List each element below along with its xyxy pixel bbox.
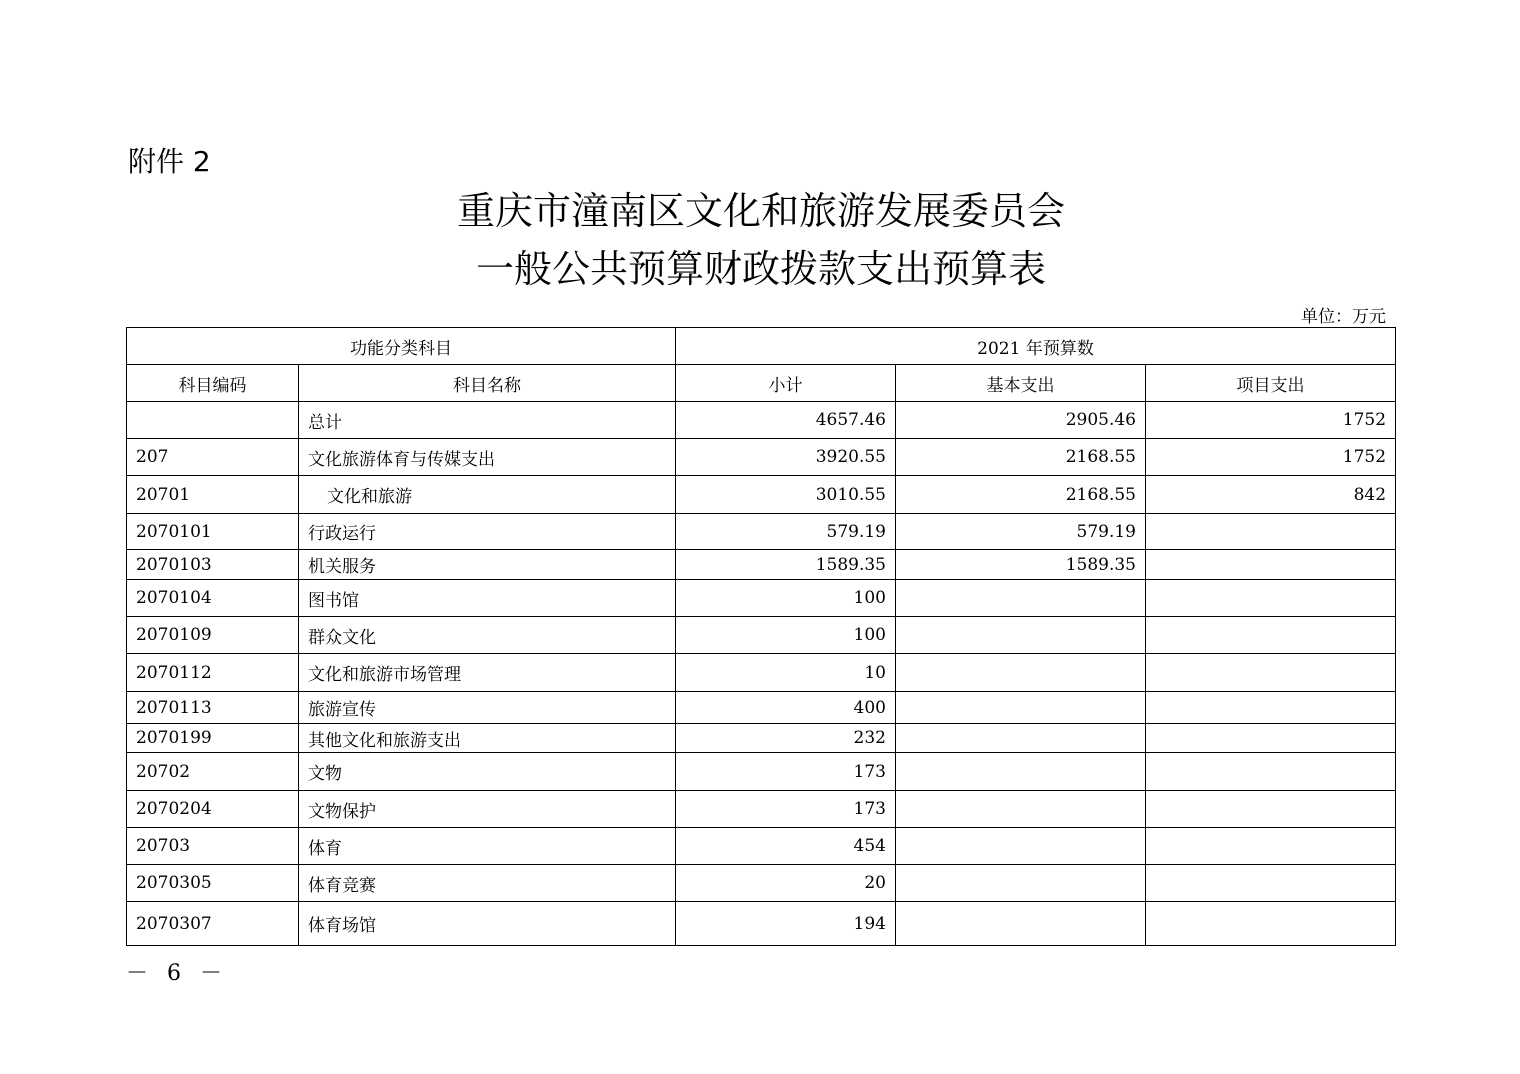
cell-subtotal: 454 [676, 828, 896, 865]
cell-code: 2070305 [127, 865, 299, 902]
cell-subtotal: 4657.46 [676, 402, 896, 439]
cell-basic: 579.19 [896, 514, 1146, 550]
cell-code: 207 [127, 439, 299, 476]
table-row [127, 865, 1396, 902]
unit-label: 单位：万元 [1301, 307, 1386, 327]
cell-basic [896, 692, 1146, 724]
cell-basic [896, 791, 1146, 828]
cell-name: 行政运行 [299, 514, 676, 550]
table-row [127, 402, 1396, 439]
cell-code: 20702 [127, 753, 299, 791]
cell-project: 1752 [1146, 402, 1396, 439]
cell-project [1146, 617, 1396, 654]
table-row [127, 550, 1396, 580]
cell-subtotal: 10 [676, 654, 896, 692]
cell-project [1146, 580, 1396, 617]
cell-name: 体育 [299, 828, 676, 865]
cell-project [1146, 514, 1396, 550]
cell-code: 2070104 [127, 580, 299, 617]
table-row [127, 791, 1396, 828]
cell-code: 2070199 [127, 724, 299, 753]
table-row [127, 753, 1396, 791]
cell-subtotal: 194 [676, 902, 896, 946]
cell-basic [896, 724, 1146, 753]
table-row [127, 580, 1396, 617]
cell-code: 2070109 [127, 617, 299, 654]
cell-project [1146, 791, 1396, 828]
cell-project [1146, 692, 1396, 724]
table-row [127, 902, 1396, 946]
cell-name: 体育竞赛 [299, 865, 676, 902]
cell-project [1146, 865, 1396, 902]
cell-code: 2070307 [127, 902, 299, 946]
cell-project: 842 [1146, 476, 1396, 514]
header-name: 科目名称 [299, 365, 676, 402]
cell-basic: 2905.46 [896, 402, 1146, 439]
cell-subtotal: 579.19 [676, 514, 896, 550]
table-row [127, 476, 1396, 514]
table-row [127, 692, 1396, 724]
cell-project [1146, 550, 1396, 580]
page-number: － 6 － [126, 961, 228, 986]
cell-basic [896, 902, 1146, 946]
header-group-row [127, 328, 1396, 365]
cell-project [1146, 753, 1396, 791]
cell-basic: 1589.35 [896, 550, 1146, 580]
cell-subtotal: 100 [676, 580, 896, 617]
cell-name: 旅游宣传 [299, 692, 676, 724]
cell-code: 20703 [127, 828, 299, 865]
cell-project [1146, 828, 1396, 865]
cell-project [1146, 902, 1396, 946]
cell-subtotal: 3920.55 [676, 439, 896, 476]
cell-subtotal: 232 [676, 724, 896, 753]
cell-subtotal: 100 [676, 617, 896, 654]
table-row [127, 724, 1396, 753]
cell-subtotal: 173 [676, 791, 896, 828]
cell-name: 群众文化 [299, 617, 676, 654]
header-project: 项目支出 [1146, 365, 1396, 402]
cell-basic [896, 617, 1146, 654]
cell-name: 文化旅游体育与传媒支出 [299, 439, 676, 476]
cell-subtotal: 20 [676, 865, 896, 902]
cell-subtotal: 1589.35 [676, 550, 896, 580]
cell-name: 文化和旅游市场管理 [299, 654, 676, 692]
document-title-line1: 重庆市潼南区文化和旅游发展委员会 [456, 189, 1065, 233]
table-row [127, 617, 1396, 654]
cell-name: 体育场馆 [299, 902, 676, 946]
cell-code: 20701 [127, 476, 299, 514]
table-row [127, 439, 1396, 476]
cell-name: 文化和旅游 [299, 476, 676, 514]
header-budget-year: 2021 年预算数 [676, 328, 1396, 365]
document-title-line2: 一般公共预算财政拨款支出预算表 [475, 247, 1046, 291]
cell-basic [896, 654, 1146, 692]
cell-name: 文物保护 [299, 791, 676, 828]
cell-name: 总计 [299, 402, 676, 439]
budget-table [126, 327, 1396, 946]
table-row [127, 828, 1396, 865]
cell-code: 2070204 [127, 791, 299, 828]
cell-basic [896, 580, 1146, 617]
cell-name: 文物 [299, 753, 676, 791]
cell-project [1146, 724, 1396, 753]
cell-subtotal: 400 [676, 692, 896, 724]
cell-basic: 2168.55 [896, 476, 1146, 514]
cell-basic [896, 865, 1146, 902]
header-function-classification: 功能分类科目 [127, 328, 676, 365]
cell-code: 2070113 [127, 692, 299, 724]
cell-basic [896, 828, 1146, 865]
header-code: 科目编码 [127, 365, 299, 402]
cell-subtotal: 173 [676, 753, 896, 791]
attachment-label: 附件 2 [128, 145, 211, 178]
header-column-row [127, 365, 1396, 402]
header-basic: 基本支出 [896, 365, 1146, 402]
cell-code: 2070103 [127, 550, 299, 580]
table-row [127, 654, 1396, 692]
header-subtotal: 小计 [676, 365, 896, 402]
cell-code [127, 402, 299, 439]
cell-code: 2070112 [127, 654, 299, 692]
cell-name: 机关服务 [299, 550, 676, 580]
table-row [127, 514, 1396, 550]
cell-name: 其他文化和旅游支出 [299, 724, 676, 753]
cell-name: 图书馆 [299, 580, 676, 617]
cell-basic: 2168.55 [896, 439, 1146, 476]
cell-subtotal: 3010.55 [676, 476, 896, 514]
cell-project [1146, 654, 1396, 692]
cell-project: 1752 [1146, 439, 1396, 476]
cell-basic [896, 753, 1146, 791]
cell-code: 2070101 [127, 514, 299, 550]
